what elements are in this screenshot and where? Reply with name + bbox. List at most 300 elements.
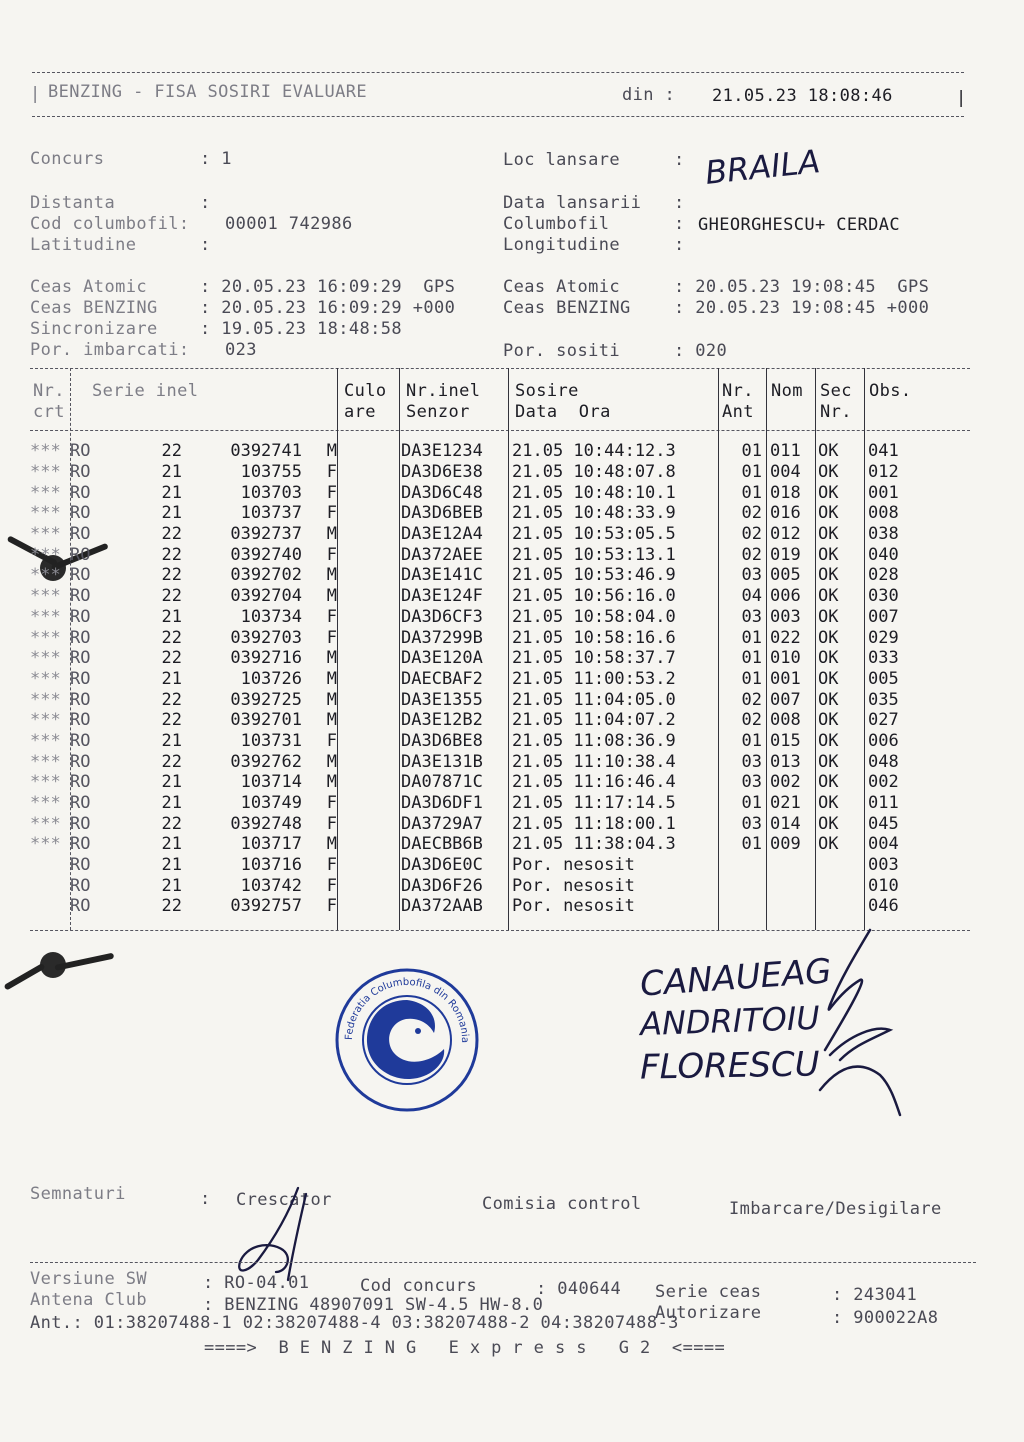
cell-crt bbox=[30, 855, 70, 876]
cell-senzor: DA3E120A bbox=[401, 648, 483, 669]
cell-crt: *** bbox=[30, 606, 61, 627]
ceas-atomic-start-label: Ceas Atomic bbox=[30, 277, 147, 297]
table-row bbox=[30, 669, 924, 690]
sositi-label: Por. sositi bbox=[503, 341, 620, 361]
cell-obs: 028 bbox=[868, 565, 899, 586]
cell-sec: OK bbox=[818, 503, 839, 524]
cell-sosire: Por. nesosit bbox=[512, 855, 635, 876]
cell-inel: 103703 bbox=[240, 482, 302, 503]
cell-inel: 0392701 bbox=[230, 710, 302, 731]
concurs-label: Concurs bbox=[30, 149, 105, 169]
cell-tara: RO bbox=[70, 813, 91, 834]
cell-nom: 013 bbox=[770, 751, 801, 772]
cell-an: 21 bbox=[161, 855, 182, 876]
ceas-atomic-end-value: : 20.05.23 19:08:45 GPS bbox=[674, 277, 930, 297]
table-row bbox=[30, 772, 924, 793]
cell-sosire: 21.05 10:56:16.0 bbox=[512, 586, 676, 607]
cell-senzor: DAECBB6B bbox=[401, 834, 483, 855]
autorizare-label: Autorizare bbox=[655, 1303, 762, 1323]
cell-crt: *** bbox=[30, 730, 61, 751]
cell-sex: F bbox=[326, 855, 337, 876]
cell-sosire: 21.05 10:53:13.1 bbox=[512, 544, 676, 565]
cell-sec: OK bbox=[818, 524, 839, 545]
table-row bbox=[30, 607, 924, 628]
cell-obs: 010 bbox=[868, 875, 899, 896]
cell-culoare bbox=[337, 855, 399, 876]
cell-ant: 02 bbox=[741, 524, 762, 545]
cell-an: 21 bbox=[161, 730, 182, 751]
header-nr-ant-1: Nr. bbox=[722, 381, 754, 401]
cell-senzor: DA3D6E0C bbox=[401, 855, 483, 876]
cell-crt: *** bbox=[30, 668, 61, 689]
cell-tara: RO bbox=[70, 441, 91, 462]
cell-nom: 001 bbox=[770, 668, 801, 689]
arrivals-table bbox=[30, 441, 924, 917]
cell-culoare bbox=[337, 793, 399, 814]
table-header-divider bbox=[30, 430, 970, 431]
cell-ant: 01 bbox=[741, 462, 762, 483]
cell-senzor: DA3D6DF1 bbox=[401, 793, 483, 814]
header-datetime: 21.05.23 18:08:46 bbox=[712, 86, 893, 106]
cell-sosire: 21.05 11:38:04.3 bbox=[512, 834, 676, 855]
cell-culoare bbox=[337, 544, 399, 565]
cell-tara: RO bbox=[70, 482, 91, 503]
cell-sex: F bbox=[326, 730, 337, 751]
cell-sex: F bbox=[326, 503, 337, 524]
crescator-label: Crescator bbox=[236, 1190, 332, 1210]
cell-sex: F bbox=[326, 813, 337, 834]
cell-obs: 001 bbox=[868, 482, 899, 503]
cell-sosire: 21.05 11:04:05.0 bbox=[512, 689, 676, 710]
cell-culoare bbox=[337, 875, 399, 896]
cell-an: 22 bbox=[161, 565, 182, 586]
cell-sec: OK bbox=[818, 627, 839, 648]
cell-sex: M bbox=[326, 772, 337, 793]
cell-sex: F bbox=[326, 793, 337, 814]
cell-senzor: DA3E131B bbox=[401, 751, 483, 772]
antenna-list: Ant.: 01:38207488-1 02:38207488-4 03:38207488-2 04:38207488-3 bbox=[30, 1313, 679, 1333]
cell-nom: 016 bbox=[770, 503, 801, 524]
columbofil-label: Columbofil bbox=[503, 214, 610, 234]
concurs-value: : 1 bbox=[200, 149, 232, 169]
cell-sosire: 21.05 10:48:33.9 bbox=[512, 503, 676, 524]
cell-sosire: 21.05 10:48:10.1 bbox=[512, 482, 676, 503]
cell-sosire: 21.05 11:00:53.2 bbox=[512, 668, 676, 689]
cell-nom: 015 bbox=[770, 730, 801, 751]
cell-crt: *** bbox=[30, 793, 61, 814]
cell-inel: 103755 bbox=[240, 462, 302, 483]
header-border-top bbox=[32, 72, 964, 73]
cell-nom: 011 bbox=[770, 441, 801, 462]
columbofil-sep: : bbox=[674, 214, 685, 234]
longitudine-sep: : bbox=[674, 235, 685, 255]
distanta-label: Distanta bbox=[30, 193, 116, 213]
cell-ant: 01 bbox=[741, 482, 762, 503]
cod-columbofil-value: 00001 742986 bbox=[225, 214, 353, 234]
cell-tara: RO bbox=[70, 668, 91, 689]
cell-an: 22 bbox=[161, 813, 182, 834]
latitudine-sep: : bbox=[200, 235, 211, 255]
header-senzor: Senzor bbox=[406, 402, 470, 422]
cell-obs: 027 bbox=[868, 710, 899, 731]
cell-ant bbox=[718, 855, 766, 876]
cell-sex: F bbox=[326, 875, 337, 896]
cell-sosire: 21.05 10:58:37.7 bbox=[512, 648, 676, 669]
header-nr-ant-2: Ant bbox=[722, 402, 754, 422]
cell-senzor: DA3D6C48 bbox=[401, 482, 483, 503]
cod-concurs-label: Cod concurs bbox=[360, 1276, 477, 1296]
cell-senzor: DA3E12B2 bbox=[401, 710, 483, 731]
table-row bbox=[30, 565, 924, 586]
ceas-atomic-end-label: Ceas Atomic bbox=[503, 277, 620, 297]
loc-lansare-handwritten: BRAILA bbox=[703, 142, 822, 192]
cell-culoare bbox=[337, 441, 399, 462]
imbarcati-value: 023 bbox=[225, 340, 257, 360]
cell-tara: RO bbox=[70, 730, 91, 751]
cell-crt: *** bbox=[30, 813, 61, 834]
cell-ant: 01 bbox=[741, 648, 762, 669]
cell-sosire: 21.05 11:08:36.9 bbox=[512, 730, 676, 751]
table-border-top bbox=[30, 368, 970, 369]
cell-inel: 0392740 bbox=[230, 544, 302, 565]
cell-sex: M bbox=[326, 648, 337, 669]
cell-an: 22 bbox=[161, 441, 182, 462]
cell-obs: 046 bbox=[868, 896, 899, 917]
sincronizare-value: : 19.05.23 18:48:58 bbox=[200, 319, 403, 339]
cell-sex: M bbox=[326, 689, 337, 710]
table-row bbox=[30, 710, 924, 731]
cell-ant bbox=[718, 896, 766, 917]
cell-nom: 012 bbox=[770, 524, 801, 545]
cod-concurs-value: : 040644 bbox=[536, 1279, 622, 1299]
ceas-atomic-start-value: : 20.05.23 16:09:29 GPS bbox=[200, 277, 456, 297]
header-crt: crt bbox=[33, 402, 65, 422]
ceas-benzing-start-value: : 20.05.23 16:09:29 +000 bbox=[200, 298, 456, 318]
header-din-label: din : bbox=[622, 85, 676, 105]
cell-nom bbox=[766, 875, 815, 896]
cell-tara: RO bbox=[70, 793, 91, 814]
cell-an: 21 bbox=[161, 793, 182, 814]
cell-an: 21 bbox=[161, 482, 182, 503]
cell-sex: F bbox=[326, 462, 337, 483]
cell-sex: M bbox=[326, 524, 337, 545]
cell-ant: 01 bbox=[741, 730, 762, 751]
table-row bbox=[30, 544, 924, 565]
cell-senzor: DA3E1234 bbox=[401, 441, 483, 462]
loc-lansare-sep: : bbox=[674, 150, 685, 170]
cell-culoare bbox=[337, 689, 399, 710]
cell-an: 22 bbox=[161, 751, 182, 772]
imbarcare-label: Imbarcare/Desigilare bbox=[729, 1199, 942, 1219]
cell-crt: *** bbox=[30, 441, 61, 462]
cell-tara: RO bbox=[70, 565, 91, 586]
cell-ant: 03 bbox=[741, 565, 762, 586]
table-row bbox=[30, 793, 924, 814]
cell-inel: 0392757 bbox=[230, 896, 302, 917]
cod-columbofil-label: Cod columbofil: bbox=[30, 214, 190, 234]
header-sosire: Sosire bbox=[515, 381, 579, 401]
ceas-benzing-end-label: Ceas BENZING bbox=[503, 298, 631, 318]
cell-ant: 02 bbox=[741, 689, 762, 710]
commission-signature-3: FLORESCU bbox=[639, 1044, 820, 1088]
cell-obs: 041 bbox=[868, 441, 899, 462]
cell-crt: *** bbox=[30, 565, 61, 586]
cell-tara: RO bbox=[70, 544, 91, 565]
header-nr-inel: Nr.inel bbox=[406, 381, 481, 401]
comisia-control-label: Comisia control bbox=[482, 1194, 642, 1214]
table-row bbox=[30, 524, 924, 545]
latitudine-label: Latitudine bbox=[30, 235, 137, 255]
cell-inel: 103731 bbox=[240, 730, 302, 751]
cell-inel: 103737 bbox=[240, 503, 302, 524]
cell-sosire: 21.05 10:48:07.8 bbox=[512, 462, 676, 483]
cell-culoare bbox=[337, 565, 399, 586]
cell-crt: *** bbox=[30, 503, 61, 524]
cell-sosire: 21.05 10:53:46.9 bbox=[512, 565, 676, 586]
cell-an: 22 bbox=[161, 586, 182, 607]
cell-sosire: Por. nesosit bbox=[512, 896, 635, 917]
sositi-value: : 020 bbox=[674, 341, 728, 361]
antena-value: : BENZING 48907091 SW-4.5 HW-8.0 bbox=[203, 1295, 544, 1315]
cell-sex: M bbox=[326, 751, 337, 772]
cell-senzor: DA3E124F bbox=[401, 586, 483, 607]
cell-sec: OK bbox=[818, 565, 839, 586]
cell-sex: M bbox=[326, 834, 337, 855]
cell-culoare bbox=[337, 648, 399, 669]
cell-obs: 004 bbox=[868, 834, 899, 855]
data-lansarii-sep: : bbox=[674, 193, 685, 213]
cell-senzor: DA3E141C bbox=[401, 565, 483, 586]
semnaturi-label: Semnaturi bbox=[30, 1184, 126, 1204]
cell-sec: OK bbox=[818, 606, 839, 627]
commission-signature-2: ANDRITOIU bbox=[639, 998, 821, 1044]
cell-tara: RO bbox=[70, 462, 91, 483]
cell-obs: 005 bbox=[868, 668, 899, 689]
cell-crt bbox=[30, 896, 70, 917]
cell-sec bbox=[815, 875, 864, 896]
data-lansarii-label: Data lansarii bbox=[503, 193, 642, 213]
cell-ant: 03 bbox=[741, 772, 762, 793]
cell-sec: OK bbox=[818, 441, 839, 462]
cell-nom: 008 bbox=[770, 710, 801, 731]
cell-nom: 021 bbox=[770, 793, 801, 814]
cell-sex: F bbox=[326, 627, 337, 648]
cell-inel: 103749 bbox=[240, 793, 302, 814]
cell-ant: 02 bbox=[741, 710, 762, 731]
cell-inel: 103717 bbox=[240, 834, 302, 855]
cell-senzor: DA3D6BE8 bbox=[401, 730, 483, 751]
ceas-benzing-end-value: : 20.05.23 19:08:45 +000 bbox=[674, 298, 930, 318]
header-serie-inel: Serie inel bbox=[92, 381, 199, 401]
cell-ant: 03 bbox=[741, 606, 762, 627]
cell-crt: *** bbox=[30, 627, 61, 648]
cell-tara: RO bbox=[70, 524, 91, 545]
cell-ant: 02 bbox=[741, 503, 762, 524]
cell-culoare bbox=[337, 772, 399, 793]
cell-tara: RO bbox=[70, 648, 91, 669]
table-row bbox=[30, 834, 924, 855]
cell-inel: 103716 bbox=[240, 855, 302, 876]
cell-nom: 019 bbox=[770, 544, 801, 565]
cell-crt: *** bbox=[30, 462, 61, 483]
cell-culoare bbox=[337, 669, 399, 690]
cell-inel: 0392702 bbox=[230, 565, 302, 586]
cell-crt: *** bbox=[30, 544, 61, 565]
commission-initials-scribble bbox=[800, 925, 920, 1125]
cell-obs: 048 bbox=[868, 751, 899, 772]
cell-inel: 0392748 bbox=[230, 813, 302, 834]
cell-crt: *** bbox=[30, 524, 61, 545]
cell-culoare bbox=[337, 627, 399, 648]
cell-sex: F bbox=[326, 896, 337, 917]
cell-senzor: DA3D6BEB bbox=[401, 503, 483, 524]
cell-ant: 01 bbox=[741, 441, 762, 462]
cell-senzor: DAECBAF2 bbox=[401, 668, 483, 689]
serie-ceas-label: Serie ceas bbox=[655, 1282, 762, 1302]
cell-culoare bbox=[337, 710, 399, 731]
cell-culoare bbox=[337, 524, 399, 545]
cell-sosire: 21.05 11:10:38.4 bbox=[512, 751, 676, 772]
footer-divider bbox=[30, 1262, 976, 1263]
cell-senzor: DA3D6CF3 bbox=[401, 606, 483, 627]
cell-sec: OK bbox=[818, 834, 839, 855]
cell-obs: 029 bbox=[868, 627, 899, 648]
cell-inel: 0392762 bbox=[230, 751, 302, 772]
header-culoare-2: are bbox=[344, 402, 376, 422]
cell-sec: OK bbox=[818, 482, 839, 503]
cell-an: 21 bbox=[161, 668, 182, 689]
table-row bbox=[30, 462, 924, 483]
cell-culoare bbox=[337, 586, 399, 607]
table-row bbox=[30, 896, 924, 917]
cell-sosire: Por. nesosit bbox=[512, 875, 635, 896]
cell-nom: 002 bbox=[770, 772, 801, 793]
header-pipe-right: | bbox=[956, 88, 967, 108]
cell-tara: RO bbox=[70, 834, 91, 855]
cell-senzor: DA372AEE bbox=[401, 544, 483, 565]
cell-obs: 011 bbox=[868, 793, 899, 814]
cell-obs: 038 bbox=[868, 524, 899, 545]
cell-an: 22 bbox=[161, 648, 182, 669]
cell-obs: 002 bbox=[868, 772, 899, 793]
distanta-sep: : bbox=[200, 193, 211, 213]
cell-inel: 0392741 bbox=[230, 441, 302, 462]
cell-sex: M bbox=[326, 586, 337, 607]
page-title: BENZING - FISA SOSIRI EVALUARE bbox=[48, 82, 368, 102]
cell-culoare bbox=[337, 813, 399, 834]
federation-stamp bbox=[334, 967, 480, 1113]
cell-sec: OK bbox=[818, 813, 839, 834]
cell-inel: 103726 bbox=[240, 668, 302, 689]
cell-tara: RO bbox=[70, 503, 91, 524]
table-row bbox=[30, 482, 924, 503]
cell-senzor: DA372AAB bbox=[401, 896, 483, 917]
cell-sex: F bbox=[326, 482, 337, 503]
cell-an: 21 bbox=[161, 462, 182, 483]
cell-inel: 103742 bbox=[240, 875, 302, 896]
semnaturi-sep: : bbox=[200, 1189, 211, 1209]
cell-sec: OK bbox=[818, 689, 839, 710]
versiune-label: Versiune SW bbox=[30, 1269, 147, 1289]
cell-sex: M bbox=[326, 441, 337, 462]
table-row bbox=[30, 855, 924, 876]
cell-culoare bbox=[337, 731, 399, 752]
cell-an: 21 bbox=[161, 772, 182, 793]
cell-nom: 006 bbox=[770, 586, 801, 607]
cell-crt: *** bbox=[30, 689, 61, 710]
cell-tara: RO bbox=[70, 875, 91, 896]
cell-an: 21 bbox=[161, 834, 182, 855]
loc-lansare-label: Loc lansare bbox=[503, 150, 620, 170]
cell-culoare bbox=[337, 896, 399, 917]
cell-sosire: 21.05 10:53:05.5 bbox=[512, 524, 676, 545]
cell-crt: *** bbox=[30, 751, 61, 772]
sincronizare-label: Sincronizare bbox=[30, 319, 158, 339]
cell-ant: 01 bbox=[741, 793, 762, 814]
header-sec-1: Sec bbox=[820, 381, 852, 401]
cell-culoare bbox=[337, 607, 399, 628]
cell-sec: OK bbox=[818, 462, 839, 483]
cell-senzor: DA3E1355 bbox=[401, 689, 483, 710]
serie-ceas-value: : 243041 bbox=[832, 1285, 918, 1305]
cell-an: 22 bbox=[161, 544, 182, 565]
cell-ant: 03 bbox=[741, 751, 762, 772]
versiune-value: : RO-04.01 bbox=[203, 1273, 310, 1293]
cell-culoare bbox=[337, 462, 399, 483]
cell-culoare bbox=[337, 503, 399, 524]
cell-ant: 01 bbox=[741, 627, 762, 648]
binder-clip-bottom-a bbox=[4, 963, 46, 991]
cell-sec: OK bbox=[818, 772, 839, 793]
columbofil-value: GHEORGHESCU+ CERDAC bbox=[698, 215, 901, 235]
table-row bbox=[30, 627, 924, 648]
cell-inel: 103734 bbox=[240, 606, 302, 627]
cell-tara: RO bbox=[70, 586, 91, 607]
cell-an: 21 bbox=[161, 503, 182, 524]
cell-ant: 03 bbox=[741, 813, 762, 834]
header-nom: Nom bbox=[771, 381, 803, 401]
cell-sex: M bbox=[326, 565, 337, 586]
cell-sec: OK bbox=[818, 710, 839, 731]
cell-nom: 007 bbox=[770, 689, 801, 710]
cell-obs: 033 bbox=[868, 648, 899, 669]
cell-nom: 010 bbox=[770, 648, 801, 669]
cell-nom: 018 bbox=[770, 482, 801, 503]
cell-tara: RO bbox=[70, 689, 91, 710]
cell-crt: *** bbox=[30, 482, 61, 503]
cell-senzor: DA3D6F26 bbox=[401, 875, 483, 896]
cell-obs: 006 bbox=[868, 730, 899, 751]
cell-inel: 0392725 bbox=[230, 689, 302, 710]
table-row bbox=[30, 813, 924, 834]
header-obs: Obs. bbox=[869, 381, 912, 401]
cell-senzor: DA3729A7 bbox=[401, 813, 483, 834]
cell-nom: 014 bbox=[770, 813, 801, 834]
cell-crt: *** bbox=[30, 772, 61, 793]
cell-culoare bbox=[337, 482, 399, 503]
cell-sex: F bbox=[326, 606, 337, 627]
cell-an: 22 bbox=[161, 710, 182, 731]
cell-sex: M bbox=[326, 710, 337, 731]
table-row bbox=[30, 586, 924, 607]
cell-sosire: 21.05 10:58:04.0 bbox=[512, 606, 676, 627]
cell-nom: 003 bbox=[770, 606, 801, 627]
cell-tara: RO bbox=[70, 772, 91, 793]
table-row bbox=[30, 503, 924, 524]
cell-inel: 0392737 bbox=[230, 524, 302, 545]
cell-sec: OK bbox=[818, 586, 839, 607]
cell-inel: 0392716 bbox=[230, 648, 302, 669]
